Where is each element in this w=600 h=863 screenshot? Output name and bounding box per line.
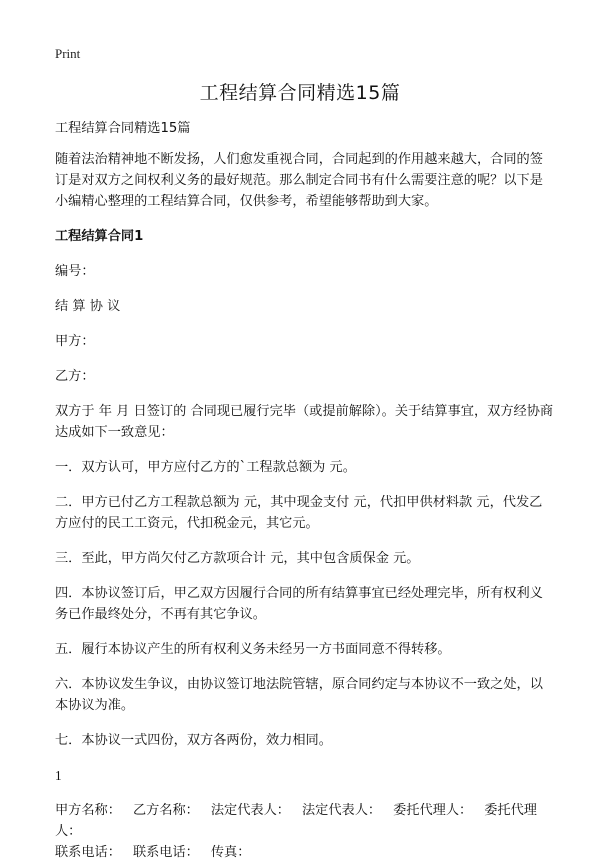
field-party-a: 甲方： [55,334,95,349]
field-number: 编号： [55,264,95,279]
signature-block [55,800,555,863]
sig-field: 委托代理人： [393,803,473,818]
clause-7: 七．本协议一式四份，双方各两份，效力相同。 [55,733,332,748]
clause-preamble: 双方于 年 月 日签订的 合同现已履行完毕（或提前解除）。关于结算事宜，双方经协商达成如下一致意见： [55,404,554,440]
intro-paragraph: 随着法治精神地不断发扬，人们愈发重视合同，合同起到的作用越来越大，合同的签订是对双方之间权利义务的最好规范。那么制定合同书有什么需要注意的呢？以下是小编精心整理的工程结算合同，仅供参考，希望能够帮助到大家。 [55,152,543,209]
clause-2: 二．甲方已付乙方工程款总额为 元，其中现金支付 元，代扣甲供材料款 元，代发乙方应付的民工工资元，代扣税金元，其它元。 [55,495,543,531]
section-heading: 工程结算合同1 [55,229,144,244]
clause-5: 五．履行本协议产生的所有权利义务未经另一方书面同意不得转移。 [55,642,451,657]
clause-4: 四．本协议签订后，甲乙双方因履行合同的所有结算事宜已经处理完毕，所有权利义务已作最终处分，不再有其它争议。 [55,586,543,622]
clause-3: 三．至此，甲方尚欠付乙方款项合计 元，其中包含质保金 元。 [55,551,420,566]
sig-field: 联系电话： [55,845,121,860]
sig-field: 委托代理人： [55,803,537,839]
sig-field: 传真： [210,845,251,860]
page-title: 工程结算合同精选15篇 [199,82,401,104]
page-number: 1 [55,768,62,783]
sig-field: 法定代表人： [210,803,290,818]
signature-line-2 [55,842,555,863]
clause-6: 六．本协议发生争议，由协议签订地法院管辖，原合同约定与本协议不一致之处，以本协议为准。 [55,677,543,713]
agreement-title: 结 算 协 议 [55,299,121,314]
sig-field: 甲方名称： [55,803,121,818]
field-party-b: 乙方： [55,369,95,384]
sig-field: 法定代表人： [302,803,382,818]
sig-field: 乙方名称： [132,803,199,818]
print-link[interactable]: Print [55,46,81,61]
document-body [55,118,555,863]
signature-line-1 [55,800,555,842]
clause-1: 一．双方认可，甲方应付乙方的`工程款总额为 元。 [55,460,356,475]
document-subtitle: 工程结算合同精选15篇 [55,121,191,136]
sig-field: 联系电话： [132,845,199,860]
